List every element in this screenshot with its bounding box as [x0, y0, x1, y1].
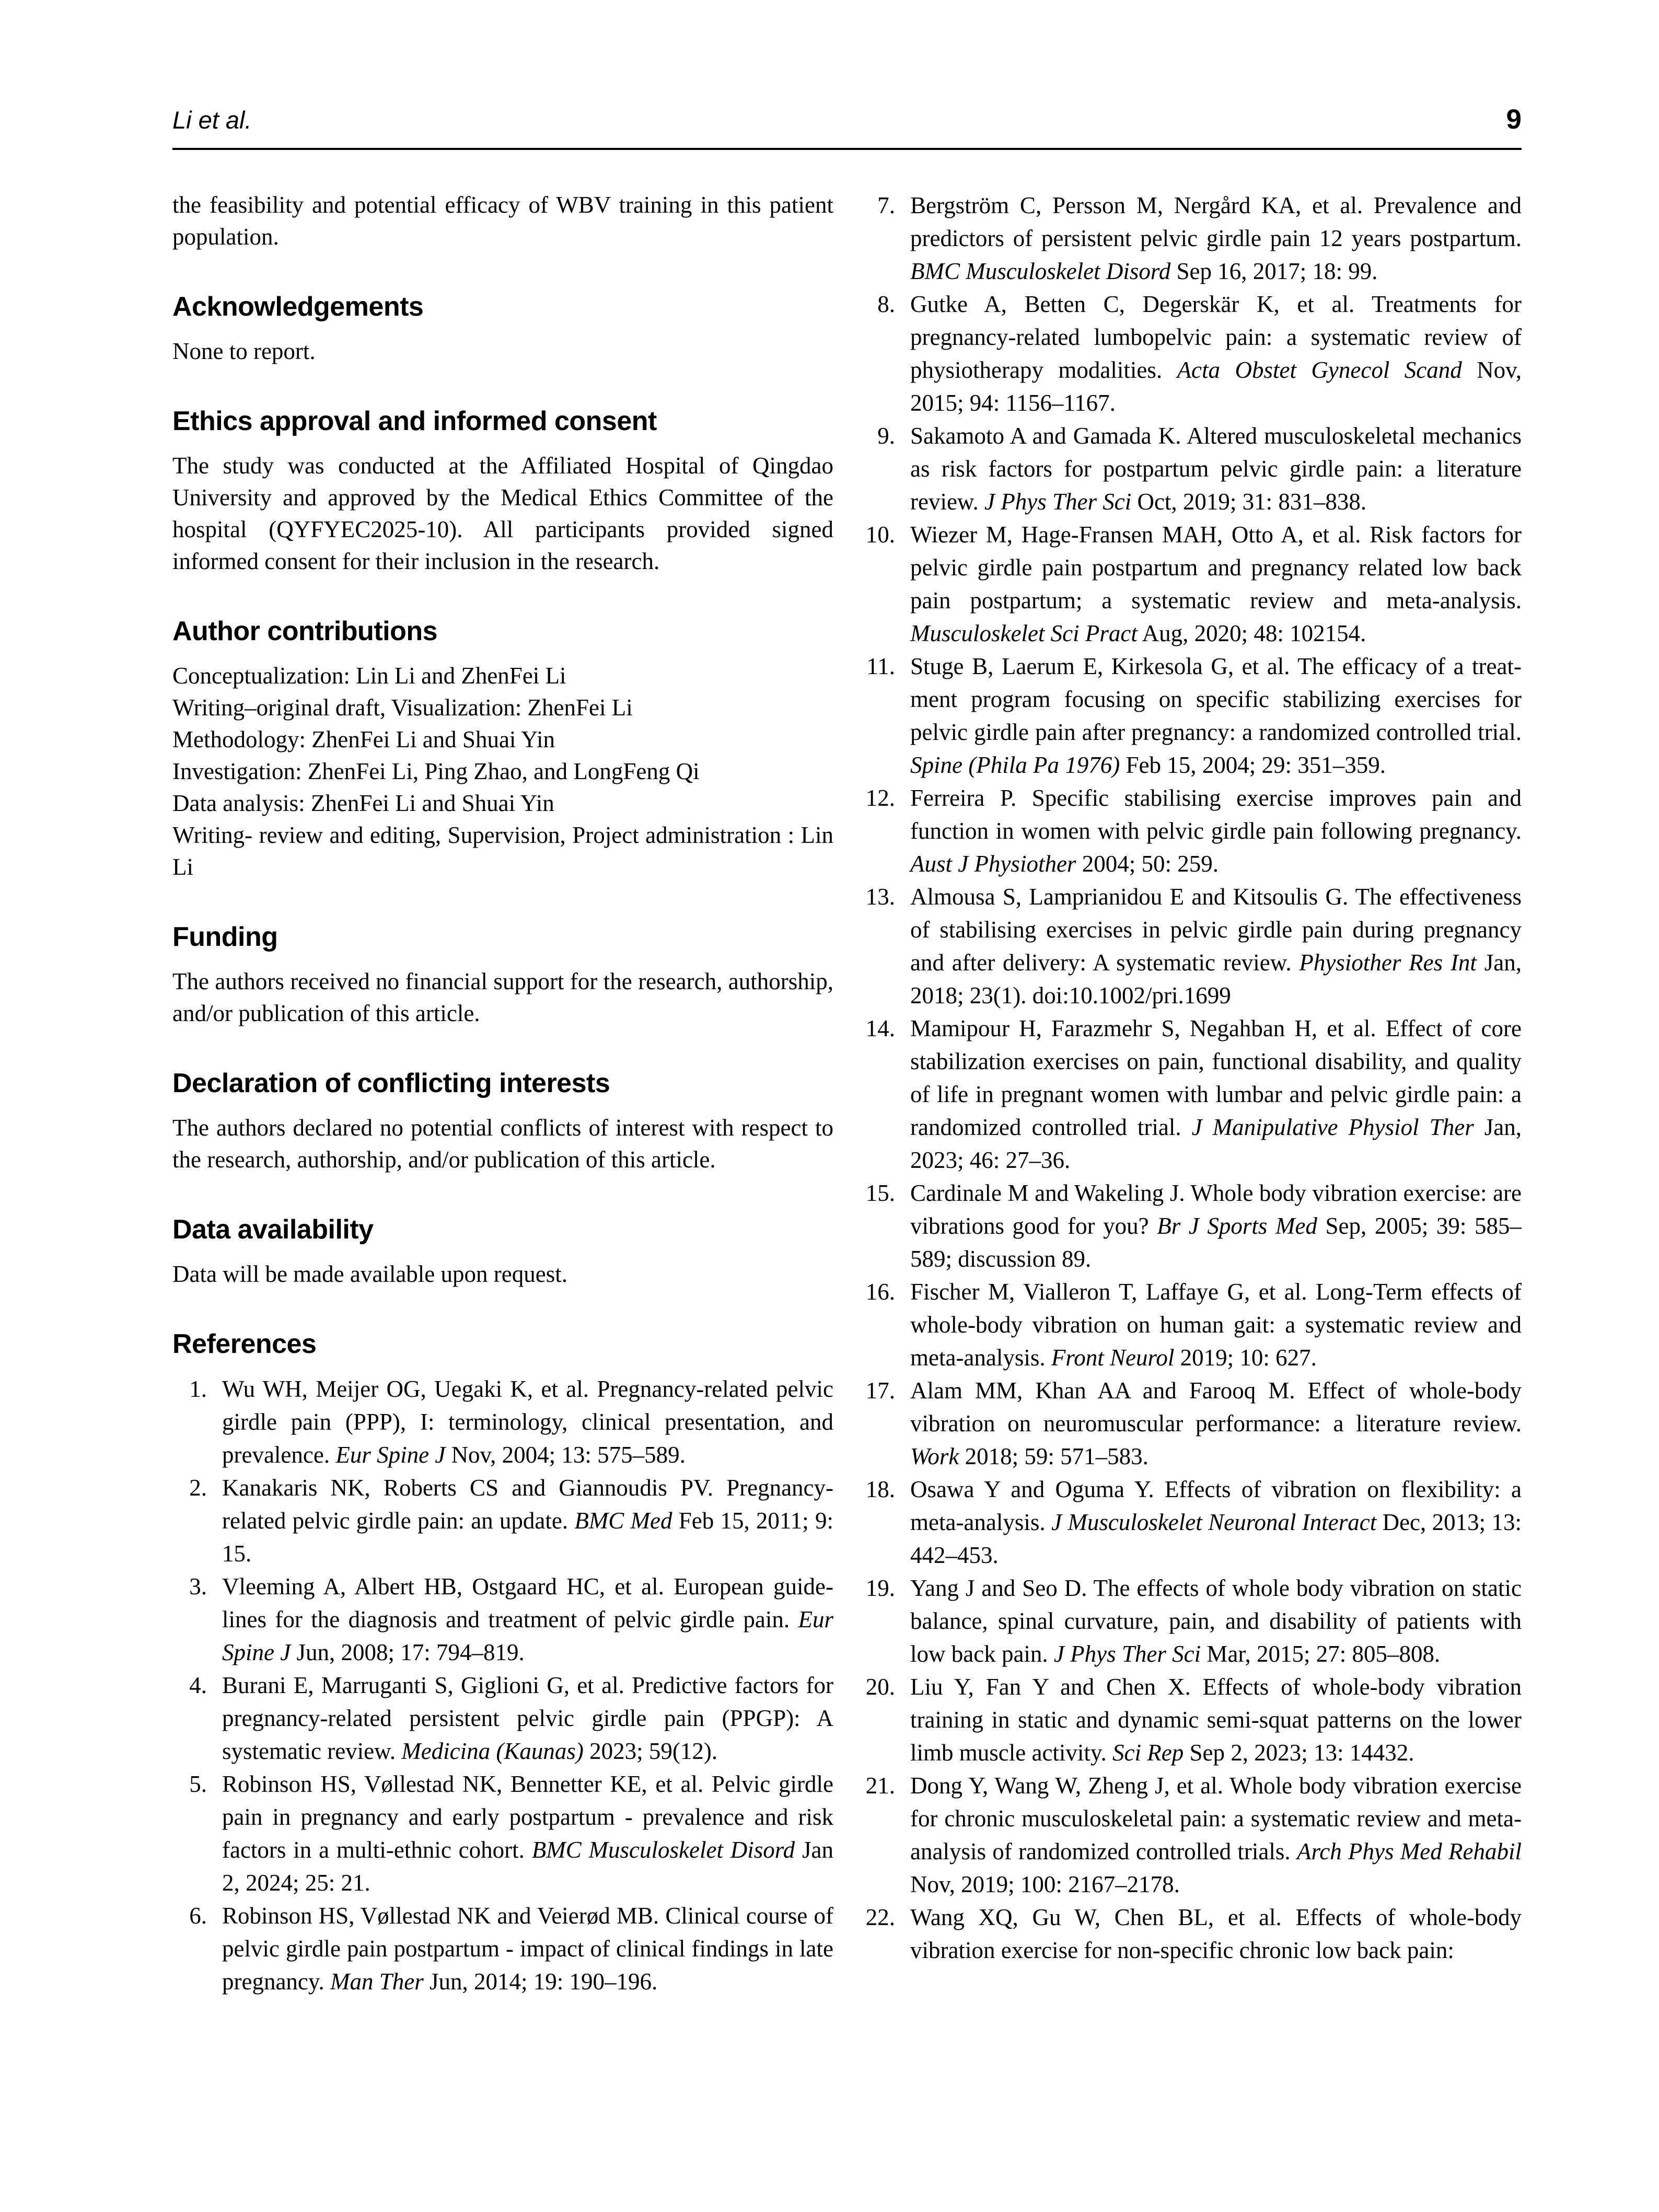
- section-paragraph: Data analysis: ZhenFei Li and Shuai Yin: [172, 790, 554, 816]
- reference-text-segment: 2018; 59: 571–583.: [959, 1443, 1148, 1469]
- reference-text-segment: Robinson HS, Vøllestad NK, Bennetter KE, et al. Pelvic girdle pain in pregnancy and early postpartum - prevalence and risk factors in a multi-ethnic cohort.: [222, 1771, 833, 1863]
- right-column: [861, 189, 1522, 1967]
- reference-text-segment: Nov, 2015; 94: 1156–1167.: [910, 357, 1522, 416]
- journal-name: J Manipulative Physiol Ther: [1191, 1114, 1474, 1140]
- reference-item: [861, 189, 1522, 288]
- journal-name: J Musculoskelet Neuronal Interact: [1051, 1509, 1377, 1535]
- reference-text-segment: Dong Y, Wang W, Zheng J, et al. Whole body vibration exercise for chronic musculoskeletal pain: a systematic review and meta-analysis of randomized controlled trials.: [910, 1773, 1522, 1864]
- reference-text-segment: Sep 16, 2017; 18: 99.: [1170, 258, 1378, 284]
- journal-name: BMC Med: [574, 1508, 672, 1534]
- reference-text-segment: Sep, 2005; 39: 585–589; discussion 89.: [910, 1213, 1522, 1272]
- reference-text: [910, 653, 1522, 778]
- journal-name: Musculoskelet Sci Pract: [910, 620, 1138, 646]
- reference-text: [910, 1773, 1522, 1897]
- reference-item: [861, 288, 1522, 420]
- reference-item: [172, 1570, 833, 1669]
- reference-text-segment: 2023; 59(12).: [583, 1738, 718, 1764]
- running-title: Li et al.: [172, 106, 252, 134]
- section-heading: References: [172, 1329, 317, 1359]
- reference-item: [861, 1769, 1522, 1901]
- reference-text-segment: Sakamoto A and Gamada K. Altered musculoskeletal mechanics as risk factors for postpartum pelvic girdle pain: a literature review.: [910, 423, 1522, 515]
- reference-item: [861, 1473, 1522, 1572]
- reference-text: [910, 423, 1522, 515]
- section-heading: Acknowledgements: [172, 292, 424, 322]
- reference-number: 1.: [189, 1376, 207, 1402]
- journal-name: Br J Sports Med: [1157, 1213, 1317, 1239]
- section-paragraph: Writing–original draft, Visualization: ZhenFei Li: [172, 694, 633, 721]
- reference-text-segment: Mamipour H, Farazmehr S, Negahban H, et al. Effect of core stabilization exercises on pain, functional disability, and quality of life in pregnant women with lumbar and pelvic girdle pain: a randomized controlled trial.: [910, 1015, 1522, 1140]
- page-number: 9: [1506, 104, 1522, 135]
- reference-text: [910, 1575, 1522, 1667]
- section-paragraph: The authors received no financial support for the research, authorship, and/or publication of this article.: [172, 968, 833, 1026]
- reference-text-segment: Feb 15, 2011; 9: 15.: [222, 1508, 833, 1567]
- reference-text: [222, 1771, 833, 1896]
- section-paragraph: None to report.: [172, 338, 316, 364]
- reference-number: 12.: [865, 785, 895, 811]
- reference-text-segment: Burani E, Marruganti S, Giglioni G, et al. Predictive factors for pregnancy-related persistent pelvic girdle pain (PPGP): A systematic review.: [222, 1672, 833, 1764]
- reference-number: 18.: [865, 1476, 895, 1502]
- reference-item: [172, 1472, 833, 1570]
- reference-text: [910, 1180, 1522, 1272]
- reference-text-segment: Liu Y, Fan Y and Chen X. Effects of whole-body vibration training in static and dynamic semi-squat patterns on the lower limb muscle activity.: [910, 1674, 1522, 1766]
- reference-text-segment: 2019; 10: 627.: [1174, 1345, 1317, 1371]
- section-heading: Funding: [172, 922, 278, 952]
- reference-text-segment: Sep 2, 2023; 13: 14432.: [1184, 1740, 1414, 1766]
- section-paragraph: The study was conducted at the Affiliated Hospital of Qingdao University and approved by the Medical Ethics Committee of the hospital (QYFYEC2025-10). All participants provided signed informed consent for their inclusion in the research.: [172, 453, 833, 574]
- section-paragraph: Data will be made available upon request.: [172, 1261, 567, 1287]
- reference-text: [910, 291, 1522, 416]
- header-rule: [172, 148, 1522, 150]
- intro-continuation-paragraph: the feasibility and potential efficacy of WBV training in this patient population.: [172, 192, 833, 250]
- reference-text: [222, 1475, 833, 1567]
- reference-text-segment: Robinson HS, Vøllestad NK and Veierød MB. Clinical course of pelvic girdle pain postpartum - impact of clinical findings in late pregnancy.: [222, 1903, 833, 1995]
- reference-item: [861, 420, 1522, 518]
- reference-number: 2.: [189, 1475, 207, 1501]
- reference-number: 13.: [865, 884, 895, 910]
- section-paragraph: Investigation: ZhenFei Li, Ping Zhao, and LongFeng Qi: [172, 758, 700, 784]
- reference-text-segment: 2004; 50: 259.: [1076, 851, 1219, 877]
- reference-number: 17.: [865, 1377, 895, 1404]
- reference-text-segment: Jan, 2023; 46: 27–36.: [910, 1114, 1522, 1173]
- reference-text-segment: Wang XQ, Gu W, Chen BL, et al. Effects of whole-body vibration exercise for non-specific chronic low back pain:: [910, 1904, 1522, 1963]
- section-paragraph: The authors declared no potential conflicts of interest with respect to the research, authorship, and/or publication of this article.: [172, 1115, 833, 1173]
- reference-item: [172, 1373, 833, 1472]
- reference-text-segment: Ferreira P. Specific stabilising exercise improves pain and function in women with pelvic girdle pain following pregnancy.: [910, 785, 1522, 844]
- journal-name: Medicina (Kaunas): [401, 1738, 584, 1764]
- reference-text-segment: Osawa Y and Oguma Y. Effects of vibration on flexibility: a meta-analysis.: [910, 1476, 1522, 1535]
- reference-number: 7.: [877, 192, 895, 218]
- reference-text: [910, 1476, 1522, 1568]
- reference-text: [222, 1376, 833, 1468]
- reference-text-segment: Nov, 2004; 13: 575–589.: [445, 1442, 686, 1468]
- reference-text: [910, 1279, 1522, 1371]
- journal-name: Work: [910, 1443, 959, 1469]
- reference-number: 6.: [189, 1903, 207, 1929]
- journal-name: Acta Obstet Gynecol Scand: [1177, 357, 1462, 383]
- reference-text-segment: Cardinale M and Wakeling J. Whole body vibration exercise: are vibrations good for you?: [910, 1180, 1522, 1239]
- reference-item: [861, 1177, 1522, 1276]
- reference-number: 10.: [865, 522, 895, 548]
- reference-number: 8.: [877, 291, 895, 317]
- section-heading: Data availability: [172, 1214, 374, 1245]
- reference-text-segment: Gutke A, Betten C, Degerskär K, et al. Treatments for pregnancy-related lumbopelvic pain: a systematic review of physiotherapy modalities.: [910, 291, 1522, 383]
- reference-number: 20.: [865, 1674, 895, 1700]
- reference-number: 11.: [866, 653, 895, 679]
- journal-name: BMC Musculoskelet Disord: [531, 1837, 795, 1863]
- reference-text-segment: Jun, 2014; 19: 190–196.: [423, 1968, 658, 1995]
- reference-text: [910, 192, 1522, 284]
- section-paragraph: Writing- review and editing, Supervision, Project administration : Lin Li: [172, 822, 833, 880]
- reference-number: 16.: [865, 1279, 895, 1305]
- reference-text-segment: Wu WH, Meijer OG, Uegaki K, et al. Pregnancy-related pelvic girdle pain (PPP), I: terminology, clinical presentation, and prevalence.: [222, 1376, 833, 1468]
- section-heading: Ethics approval and informed consent: [172, 406, 657, 436]
- reference-item: [172, 1900, 833, 1998]
- reference-item: [861, 1671, 1522, 1769]
- reference-text-segment: Kanakaris NK, Roberts CS and Giannoudis PV. Pregnancy-related pelvic girdle pain: an update.: [222, 1475, 833, 1534]
- reference-text: [910, 1904, 1522, 1963]
- journal-name: Arch Phys Med Rehabil: [1296, 1838, 1522, 1864]
- journal-name: J Phys Ther Sci: [1053, 1641, 1201, 1667]
- section-heading: Author contributions: [172, 616, 438, 646]
- reference-text-segment: Yang J and Seo D. The effects of whole body vibration on static balance, spinal curvature, pain, and disability of patients with low back pain.: [910, 1575, 1522, 1667]
- journal-name: Aust J Physiother: [910, 851, 1076, 877]
- reference-number: 22.: [865, 1904, 895, 1930]
- running-head: [172, 103, 1522, 135]
- journal-name: Eur Spine J: [335, 1442, 446, 1468]
- journal-name: Spine (Phila Pa 1976): [910, 752, 1120, 778]
- reference-item: [861, 1374, 1522, 1473]
- reference-text-segment: Jun, 2008; 17: 794–819.: [291, 1639, 525, 1665]
- journal-name: Man Ther: [330, 1968, 424, 1995]
- section-paragraph: Conceptualization: Lin Li and ZhenFei Li: [172, 663, 566, 689]
- reference-text-segment: Mar, 2015; 27: 805–808.: [1201, 1641, 1441, 1667]
- journal-name: Sci Rep: [1112, 1740, 1184, 1766]
- journal-name: Physiother Res Int: [1299, 949, 1477, 976]
- section-heading: Declaration of conflicting interests: [172, 1068, 610, 1098]
- reference-text-segment: Almousa S, Lamprianidou E and Kitsoulis G. The effectiveness of stabilising exercises in pelvic girdle pain during pregnancy and after delivery: A systematic review.: [910, 884, 1522, 976]
- reference-text-segment: Fischer M, Vialleron T, Laffaye G, et al. Long-Term effects of whole-body vibration on human gait: a systematic review and meta-analysis.: [910, 1279, 1522, 1371]
- reference-number: 5.: [189, 1771, 207, 1797]
- reference-item: [172, 1768, 833, 1900]
- reference-text: [222, 1672, 833, 1764]
- reference-number: 19.: [865, 1575, 895, 1601]
- reference-item: [861, 1012, 1522, 1177]
- reference-number: 14.: [865, 1015, 895, 1041]
- journal-name: BMC Musculoskelet Disord: [910, 258, 1171, 284]
- reference-item: [861, 1276, 1522, 1374]
- reference-item: [861, 1572, 1522, 1671]
- reference-item: [861, 782, 1522, 881]
- reference-item: [861, 1901, 1522, 1967]
- reference-text: [222, 1573, 833, 1665]
- section-paragraph: Methodology: ZhenFei Li and Shuai Yin: [172, 726, 555, 752]
- reference-number: 15.: [865, 1180, 895, 1206]
- journal-name: Front Neurol: [1051, 1345, 1175, 1371]
- reference-text-segment: Nov, 2019; 100: 2167–2178.: [910, 1871, 1180, 1897]
- reference-number: 9.: [877, 423, 895, 449]
- reference-number: 4.: [189, 1672, 207, 1698]
- reference-item: [861, 518, 1522, 650]
- reference-text: [910, 1015, 1522, 1173]
- journal-name: Eur Spine J: [222, 1606, 833, 1665]
- reference-item: [172, 1669, 833, 1768]
- journal-name: J Phys Ther Sci: [984, 489, 1132, 515]
- reference-text: [910, 1377, 1522, 1469]
- reference-text-segment: Alam MM, Khan AA and Farooq M. Effect of whole-body vibration on neuromuscular performance: a literature review.: [910, 1377, 1522, 1437]
- reference-text: [910, 1674, 1522, 1766]
- reference-text-segment: Dec, 2013; 13: 442–453.: [910, 1509, 1522, 1568]
- reference-item: [861, 650, 1522, 782]
- reference-text: [222, 1903, 833, 1995]
- reference-text-segment: Oct, 2019; 31: 831–838.: [1131, 489, 1367, 515]
- reference-number: 21.: [865, 1773, 895, 1799]
- reference-text-segment: Feb 15, 2004; 29: 351–359.: [1120, 752, 1386, 778]
- reference-text-segment: Jan 2, 2024; 25: 21.: [222, 1837, 833, 1896]
- reference-text-segment: Jan, 2018; 23(1). doi:10.1002/pri.1699: [910, 949, 1522, 1009]
- reference-text-segment: Aug, 2020; 48: 102154.: [1137, 620, 1366, 646]
- reference-text: [910, 785, 1522, 877]
- reference-item: [861, 881, 1522, 1012]
- reference-text: [910, 884, 1522, 1009]
- reference-number: 3.: [189, 1573, 207, 1600]
- reference-text-segment: Wiezer M, Hage-Fransen MAH, Otto A, et al. Risk factors for pelvic girdle pain postpartum and pregnancy related low back pain postpartum; a systematic review and meta-analysis.: [910, 522, 1522, 613]
- reference-text-segment: Vleeming A, Albert HB, Ostgaard HC, et al. European guidelines for the diagnosis and treatment of pelvic girdle pain.: [222, 1573, 833, 1632]
- reference-text-segment: Bergström C, Persson M, Nergård KA, et al. Prevalence and predictors of persistent pelvic girdle pain 12 years postpartum.: [910, 192, 1522, 251]
- reference-text: [910, 522, 1522, 646]
- left-column: [172, 189, 833, 1998]
- reference-text-segment: Stuge B, Laerum E, Kirkesola G, et al. The efficacy of a treatment program focusing on specific stabilizing exercises for pelvic girdle pain after pregnancy: a randomized controlled trial.: [910, 653, 1522, 745]
